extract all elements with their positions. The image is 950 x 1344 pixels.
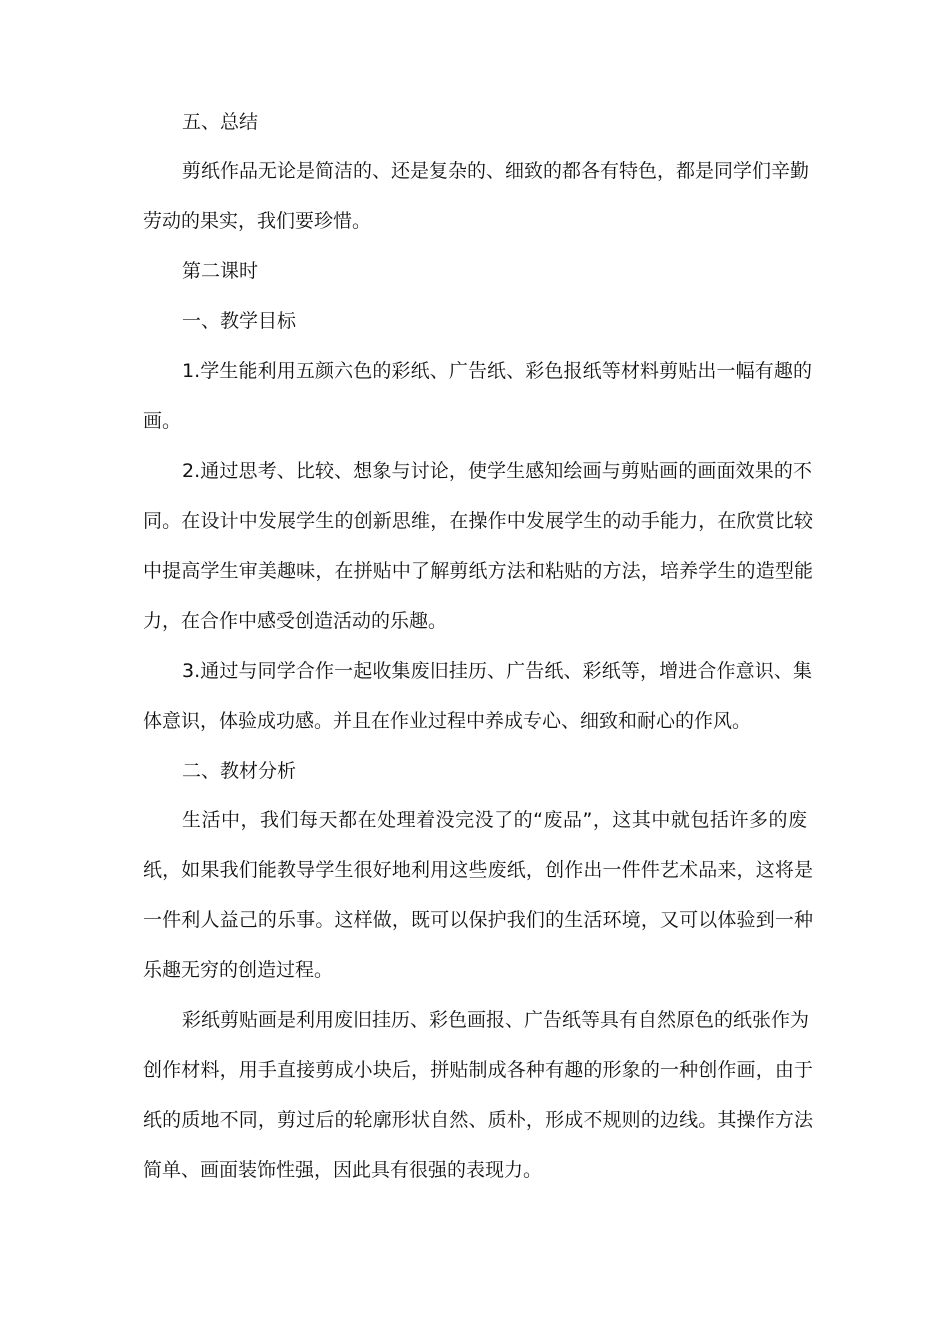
paragraph-line: 生活中，我们每天都在处理着没完没了的“废品”，这其中就包括许多的废 <box>182 809 807 831</box>
paragraph-line: 同。在设计中发展学生的创新思维，在操作中发展学生的动手能力，在欣赏比较 <box>143 510 813 532</box>
section-heading-goals: 一、教学目标 <box>182 310 297 332</box>
paragraph-line: 力，在合作中感受创造活动的乐趣。 <box>143 610 448 632</box>
paragraph-line: 彩纸剪贴画是利用废旧挂历、彩色画报、广告纸等具有自然原色的纸张作为 <box>182 1009 810 1031</box>
paragraph-line: 中提高学生审美趣味，在拼贴中了解剪纸方法和粘贴的方法，培养学生的造型能 <box>143 560 813 582</box>
paragraph-line: 剪纸作品无论是简洁的、还是复杂的、细致的都各有特色，都是同学们辛勤 <box>182 160 810 182</box>
paragraph-line: 乐趣无穷的创造过程。 <box>143 959 334 981</box>
paragraph-line: 劳动的果实，我们要珍惜。 <box>143 210 372 232</box>
paragraph-line: 简单、画面装饰性强，因此具有很强的表现力。 <box>143 1159 543 1181</box>
paragraph-line: 一件利人益己的乐事。这样做，既可以保护我们的生活环境，又可以体验到一种 <box>143 909 813 931</box>
lesson-heading: 第二课时 <box>182 260 259 282</box>
paragraph-line: 3.通过与同学合作一起收集废旧挂历、广告纸、彩纸等，增进合作意识、集 <box>182 660 812 682</box>
paragraph-line: 1.学生能利用五颜六色的彩纸、广告纸、彩色报纸等材料剪贴出一幅有趣的 <box>182 360 812 382</box>
section-heading-materials: 二、教材分析 <box>182 760 297 782</box>
paragraph-line: 创作材料，用手直接剪成小块后，拼贴制成各种有趣的形象的一种创作画，由于 <box>143 1059 813 1081</box>
paragraph-line: 体意识，体验成功感。并且在作业过程中养成专心、细致和耐心的作风。 <box>143 710 752 732</box>
paragraph-line: 2.通过思考、比较、想象与讨论，使学生感知绘画与剪贴画的画面效果的不 <box>182 460 812 482</box>
paragraph-line: 纸，如果我们能教导学生很好地利用这些废纸，创作出一件件艺术品来，这将是 <box>143 859 813 881</box>
paragraph-line: 画。 <box>143 410 182 432</box>
section-heading-summary: 五、总结 <box>182 111 259 133</box>
paragraph-line: 纸的质地不同，剪过后的轮廓形状自然、质朴，形成不规则的边线。其操作方法 <box>143 1109 813 1131</box>
